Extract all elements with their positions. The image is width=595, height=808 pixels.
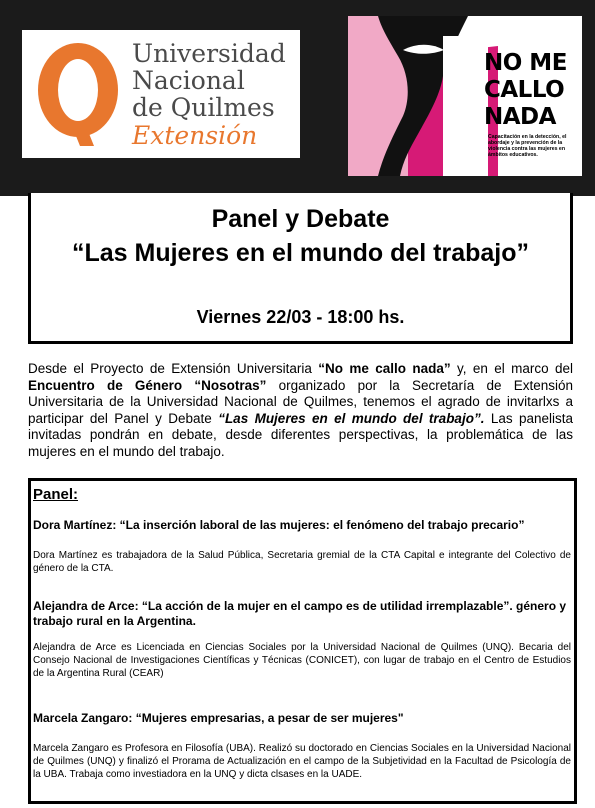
intro-text-4: Las panelista invitadas pondrán en debate, desde diferentes perspectivas, la problemática de las mujeres en el mundo del trabajo. — [28, 410, 573, 459]
q-logo-icon — [32, 38, 124, 150]
panel-heading: Panel: — [33, 486, 79, 503]
speaker-desc: Marcela Zangaro es Profesora en Filosofía (UBA). Realizó su doctorado en Ciencias Sociales en la Universidad Nacional de Quilmes (UNQ) y finalizó el Prorama de Actualización en el campo de la Subjetividad en la Facultad de Psicología de la UBA. Trabaja como investiadora en la UNQ y dicta clsases en la UADE. — [33, 743, 571, 780]
speaker-3 — [33, 711, 571, 781]
event-title-box — [28, 193, 573, 344]
unq-logo-line1: Universidad — [132, 39, 286, 68]
nmcn-subtitle: Capacitación en la detección, el abordaje y la prevención de la violencia contra las mujeres en ámbitos educativos. — [488, 134, 567, 158]
speaker-title: Dora Martínez: “La inserción laboral de las mujeres: el fenómeno del trabajo precario” — [33, 518, 525, 532]
intro-text-3: organizado por la Secretaría de Extensión Universitaria de la Universidad Nacional de Quilmes, tenemos el agrado de invitarlxs a participar del Panel y Debate — [28, 377, 573, 426]
no-me-callo-nada-logo — [348, 16, 582, 176]
intro-paragraph — [28, 361, 573, 460]
unq-logo-line4: Extensión — [132, 121, 258, 150]
unq-extension-logo — [22, 30, 300, 158]
speaker-desc: Alejandra de Arce es Licenciada en Ciencias Sociales por la Universidad Nacional de Quilmes (UNQ). Becaria del Consejo Nacional de Investigaciones Científicas y Técnicas (CONICET), con lugar de trabajo en el Centro de Estudios de la Argentina Rural (CEAR) — [33, 642, 571, 679]
event-title: Panel y Debate — [211, 205, 390, 233]
intro-project-name: “No me callo nada” — [318, 361, 451, 376]
speaker-1 — [33, 518, 571, 575]
event-subtitle: “Las Mujeres en el mundo del trabajo” — [71, 239, 530, 267]
intro-text-2: y, en el marco del — [450, 361, 573, 376]
nmcn-title-line1: NO ME — [484, 50, 567, 76]
intro-text-1: Desde el Proyecto de Extensión Universitaria — [28, 361, 319, 376]
unq-logo-line3: de Quilmes — [132, 93, 275, 122]
unq-logo-line2: Nacional — [132, 66, 245, 95]
nmcn-title-line3: NADA — [484, 104, 556, 130]
intro-event-name: Encuentro de Género “Nosotras” — [28, 377, 267, 393]
intro-panel-name: “Las Mujeres en el mundo del trabajo”. — [218, 410, 485, 426]
event-date: Viernes 22/03 - 18:00 hs. — [196, 307, 405, 327]
speaker-title: Alejandra de Arce: “La acción de la mujer en el campo es de utilidad irremplazable”. género y trabajo rural en la Argentina. — [33, 599, 567, 628]
panel-box — [28, 478, 577, 804]
speaker-2 — [33, 599, 571, 680]
speaker-desc: Dora Martínez es trabajadora de la Salud Pública, Secretaria gremial de la CTA Capital e integrante del Colectivo de género de la CTA. — [33, 550, 571, 574]
nmcn-title-line2: CALLO — [484, 77, 565, 103]
speaker-title: Marcela Zangaro: “Mujeres empresarias, a pesar de ser mujeres" — [33, 711, 404, 725]
